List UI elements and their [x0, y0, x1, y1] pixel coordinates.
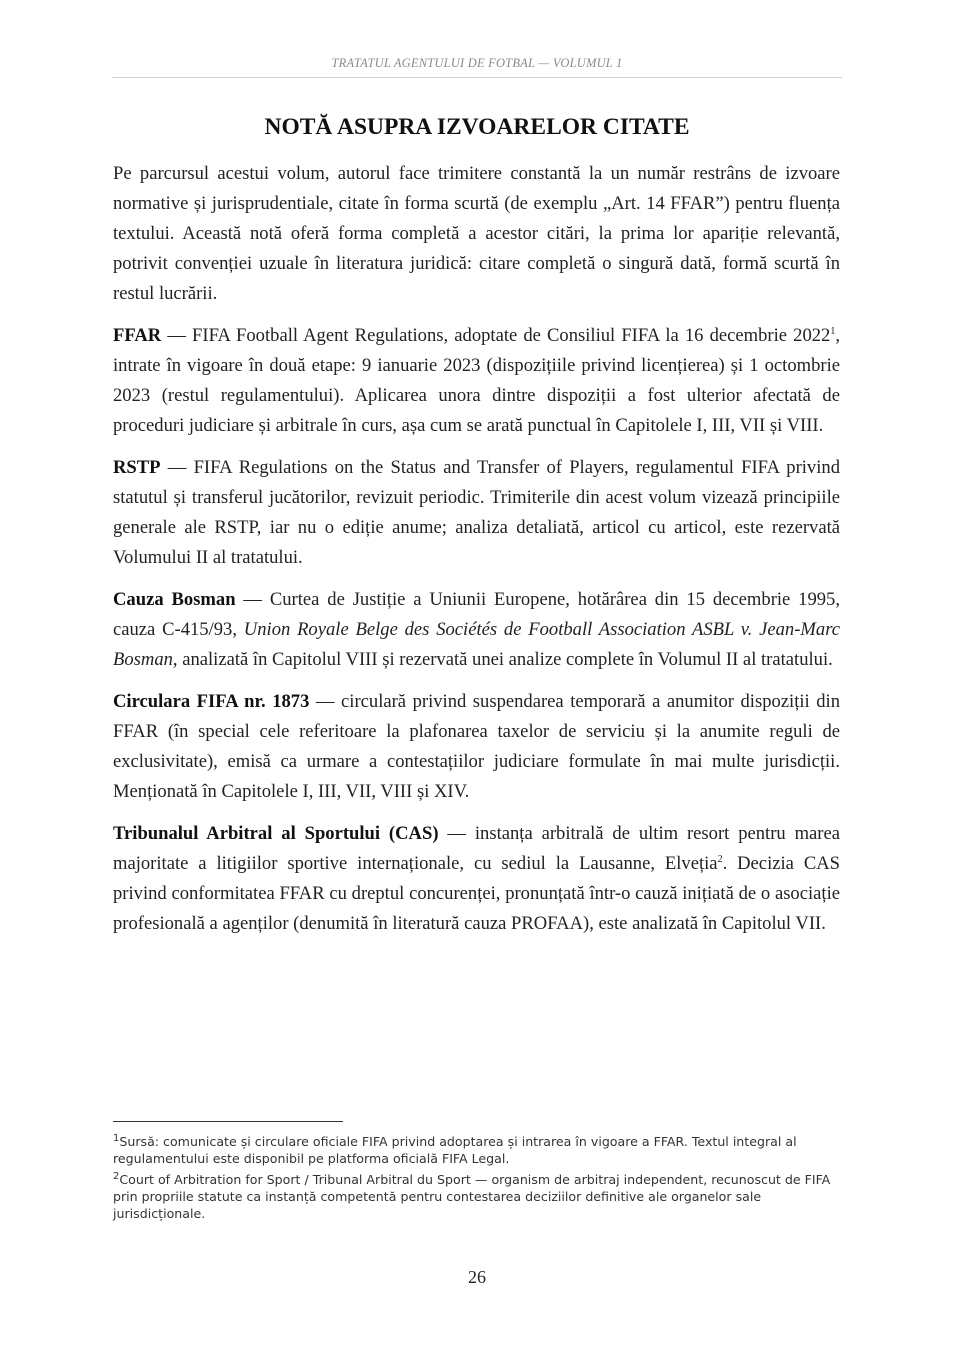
footnote-text: Court of Arbitration for Sport / Tribunal Arbitral du Sport — organism de arbitraj independent, recunoscut de FIFA prin propriile statute ca instanță competentă pentru contestarea deciziilor definitive ale organelor sale jurisdicționale. [113, 1172, 831, 1221]
entry-text: , analizată în Capitolul VIII și rezervată unei analize complete în Volumul II al tratatului. [172, 649, 833, 670]
footnote-reference[interactable]: 2 [717, 853, 723, 865]
entry-text: — circulară privind suspendarea temporară a anumitor dispoziții din FFAR (în special cele referitoare la plafonarea taxelor de serviciu și la anumite reguli de exclusivitate), emisă ca urmare a contestațiilor judiciare formulate în mai multe jurisdicții. Menționată în Capitolele I, III, VII, VIII și XIV. [113, 691, 840, 802]
entry-term: Circulara FIFA nr. 1873 [113, 691, 310, 712]
case-name: Union Royale Belge des Sociétés de Football Association ASBL v. Jean-Marc Bosman [113, 619, 840, 670]
page-number: 26 [468, 1267, 486, 1287]
entry-circular [113, 687, 840, 807]
intro-paragraph: Pe parcursul acestui volum, autorul face trimitere constantă la un număr restrâns de izvoare normative și jurisprudentiale, citate în forma scurtă (de exemplu „Art. 14 FFAR”) pentru fluența textului. Această notă oferă forma completă a acestor citări, la prima lor apariție relevantă, potrivit convenției uzuale în literatura juridică: citare completă o singură dată, formă scurtă în restul lucrării. [113, 163, 840, 304]
body-text [113, 159, 840, 951]
footnote [113, 1133, 840, 1167]
entry-term: RSTP [113, 457, 161, 478]
entry-bosman [113, 585, 840, 675]
entry-text: — Curtea de Justiție a Uniunii Europene, hotărârea din 15 decembrie 1995, cauza C-415/93, [113, 589, 841, 640]
page-title: NOTĂ ASUPRA IZVOARELOR CITATE [264, 114, 690, 140]
entry-text: — FIFA Regulations on the Status and Transfer of Players, regulamentul FIFA privind statutul și transferul jucătorilor, revizuit periodic. Trimiterile din acest volum vizează principiile generale ale RSTP, iar nu o ediție anume; analiza detaliată, articol cu articol, este rezervată Volumului II al tratatului. [113, 457, 840, 568]
entry-ffar [113, 321, 840, 441]
entry-term: FFAR [113, 325, 162, 346]
entry-text: , intrate în vigoare în două etape: 9 ianuarie 2023 (dispozițiile privind licențierea) și 1 octombrie 2023 (restul regulamentului). Aplicarea unora dintre dispoziții a fost ulterior afectată de proceduri judiciare și arbitrale în curs, așa cum se arată punctual în Capitolele I, III, VII și VIII. [113, 325, 840, 436]
footnote [113, 1171, 840, 1222]
entry-rstp [113, 453, 840, 573]
header-divider [112, 77, 842, 78]
entry-text: — instanța arbitrală de ultim resort pentru marea majoritate a litigiilor sportive internaționale, cu sediul la Lausanne, Elveția [113, 823, 840, 874]
footnote-divider [113, 1121, 343, 1122]
entry-term: Cauza Bosman [113, 589, 236, 610]
entry-term: Tribunalul Arbitral al Sportului (CAS) [113, 823, 439, 844]
footnotes [113, 1133, 840, 1226]
footnote-mark: 1 [113, 1132, 120, 1144]
entry-text: . Decizia CAS privind conformitatea FFAR cu dreptul concurenței, pronunțată într-o cauză inițiată de o asociație profesională a agenților (denumită în literatură cauza PROFAA), este analizată în Capitolul VII. [113, 853, 840, 934]
entry-text: — FIFA Football Agent Regulations, adoptate de Consiliul FIFA la 16 decembrie 2022 [161, 325, 831, 346]
footnote-text: Sursă: comunicate și circulare oficiale FIFA privind adoptarea și intrarea în vigoare a FFAR. Textul integral al regulamentului este disponibil pe platforma oficială FIFA Legal. [113, 1134, 797, 1166]
running-head: TRATATUL AGENTULUI DE FOTBAL — VOLUMUL 1 [331, 56, 623, 70]
footnote-mark: 2 [113, 1170, 120, 1182]
entry-cas [113, 819, 840, 939]
footnote-reference[interactable]: 1 [830, 325, 836, 337]
